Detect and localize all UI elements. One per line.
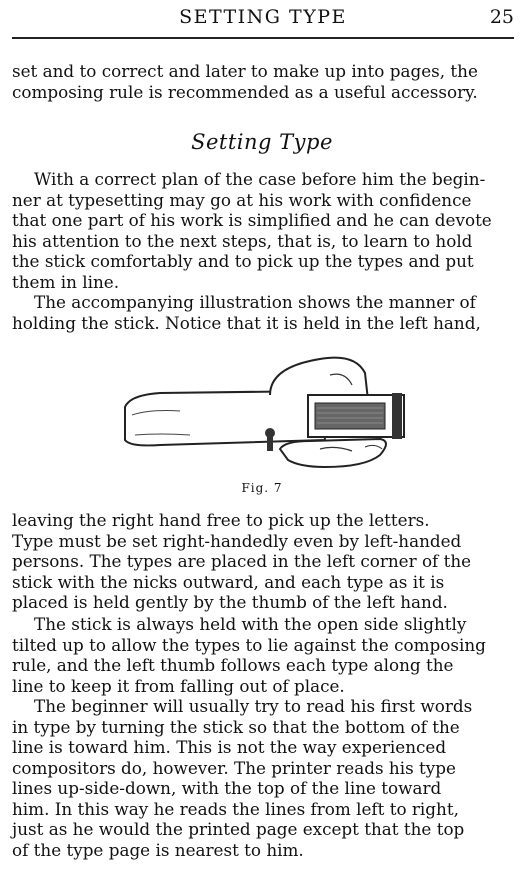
- text-line: the stick comfortably and to pick up the types and put: [12, 251, 474, 271]
- text-line: holding the stick. Notice that it is held in the left hand,: [12, 312, 481, 333]
- header-rule: [12, 37, 514, 39]
- text-line: The accompanying illustration shows the manner of: [34, 292, 476, 312]
- text-line: stick with the nicks outward, and each type as it is: [12, 571, 445, 592]
- text-line: ner at typesetting may go at his work with confidence: [12, 189, 472, 210]
- page-header: [12, 0, 514, 34]
- paragraph-illustration: [12, 292, 512, 333]
- text-line: leaving the right hand free to pick up the letters.: [12, 510, 430, 530]
- text-line: Type must be set right-handedly even by left-handed: [12, 530, 462, 551]
- text-line: persons. The types are placed in the left corner of the: [12, 551, 472, 571]
- text-line: composing rule is recommended as a useful accessory.: [12, 81, 478, 102]
- hand-holding-composing-stick-illustration: [120, 345, 420, 475]
- text-line: With a correct plan of the case before him the begin-: [34, 169, 486, 189]
- text-line: them in line.: [12, 271, 120, 292]
- text-line: that one part of his work is simplified and he can devote: [12, 210, 492, 230]
- paragraph-stick-tilt: [12, 614, 512, 696]
- section-heading: Setting Type: [191, 130, 333, 154]
- page-number: 25: [489, 6, 514, 28]
- text-line: rule, and the left thumb follows each type along the: [12, 655, 454, 675]
- text-line: set and to correct and later to make up into pages, the: [12, 61, 478, 81]
- text-line: The beginner will usually try to read his first words: [34, 696, 473, 716]
- text-line: him. In this way he reads the lines from left to right,: [12, 798, 459, 819]
- running-head: SETTING TYPE: [179, 6, 347, 28]
- figure-caption: Fig. 7: [241, 481, 283, 495]
- text-line: his attention to the next steps, that is, to learn to hold: [12, 230, 473, 251]
- paragraph-beginner: [12, 696, 512, 860]
- paragraph-right-hand: [12, 510, 512, 613]
- text-line: placed is held gently by the thumb of the left hand.: [12, 592, 448, 612]
- text-line: of the type page is nearest to him.: [12, 839, 304, 860]
- text-line: line to keep it from falling out of place.: [12, 675, 345, 696]
- text-line: The stick is always held with the open side slightly: [34, 614, 467, 634]
- text-line: compositors do, however. The printer reads his type: [12, 757, 456, 778]
- text-line: in type by turning the stick so that the bottom of the: [12, 716, 460, 737]
- paragraph-setting-type: [12, 169, 512, 292]
- text-line: just as he would the printed page except that the top: [12, 819, 465, 839]
- paragraph-intro: [12, 61, 512, 102]
- text-line: tilted up to allow the types to lie against the composing: [12, 634, 486, 655]
- text-line: line is toward him. This is not the way experienced: [12, 737, 447, 757]
- text-line: lines up-side-down, with the top of the line toward: [12, 778, 442, 798]
